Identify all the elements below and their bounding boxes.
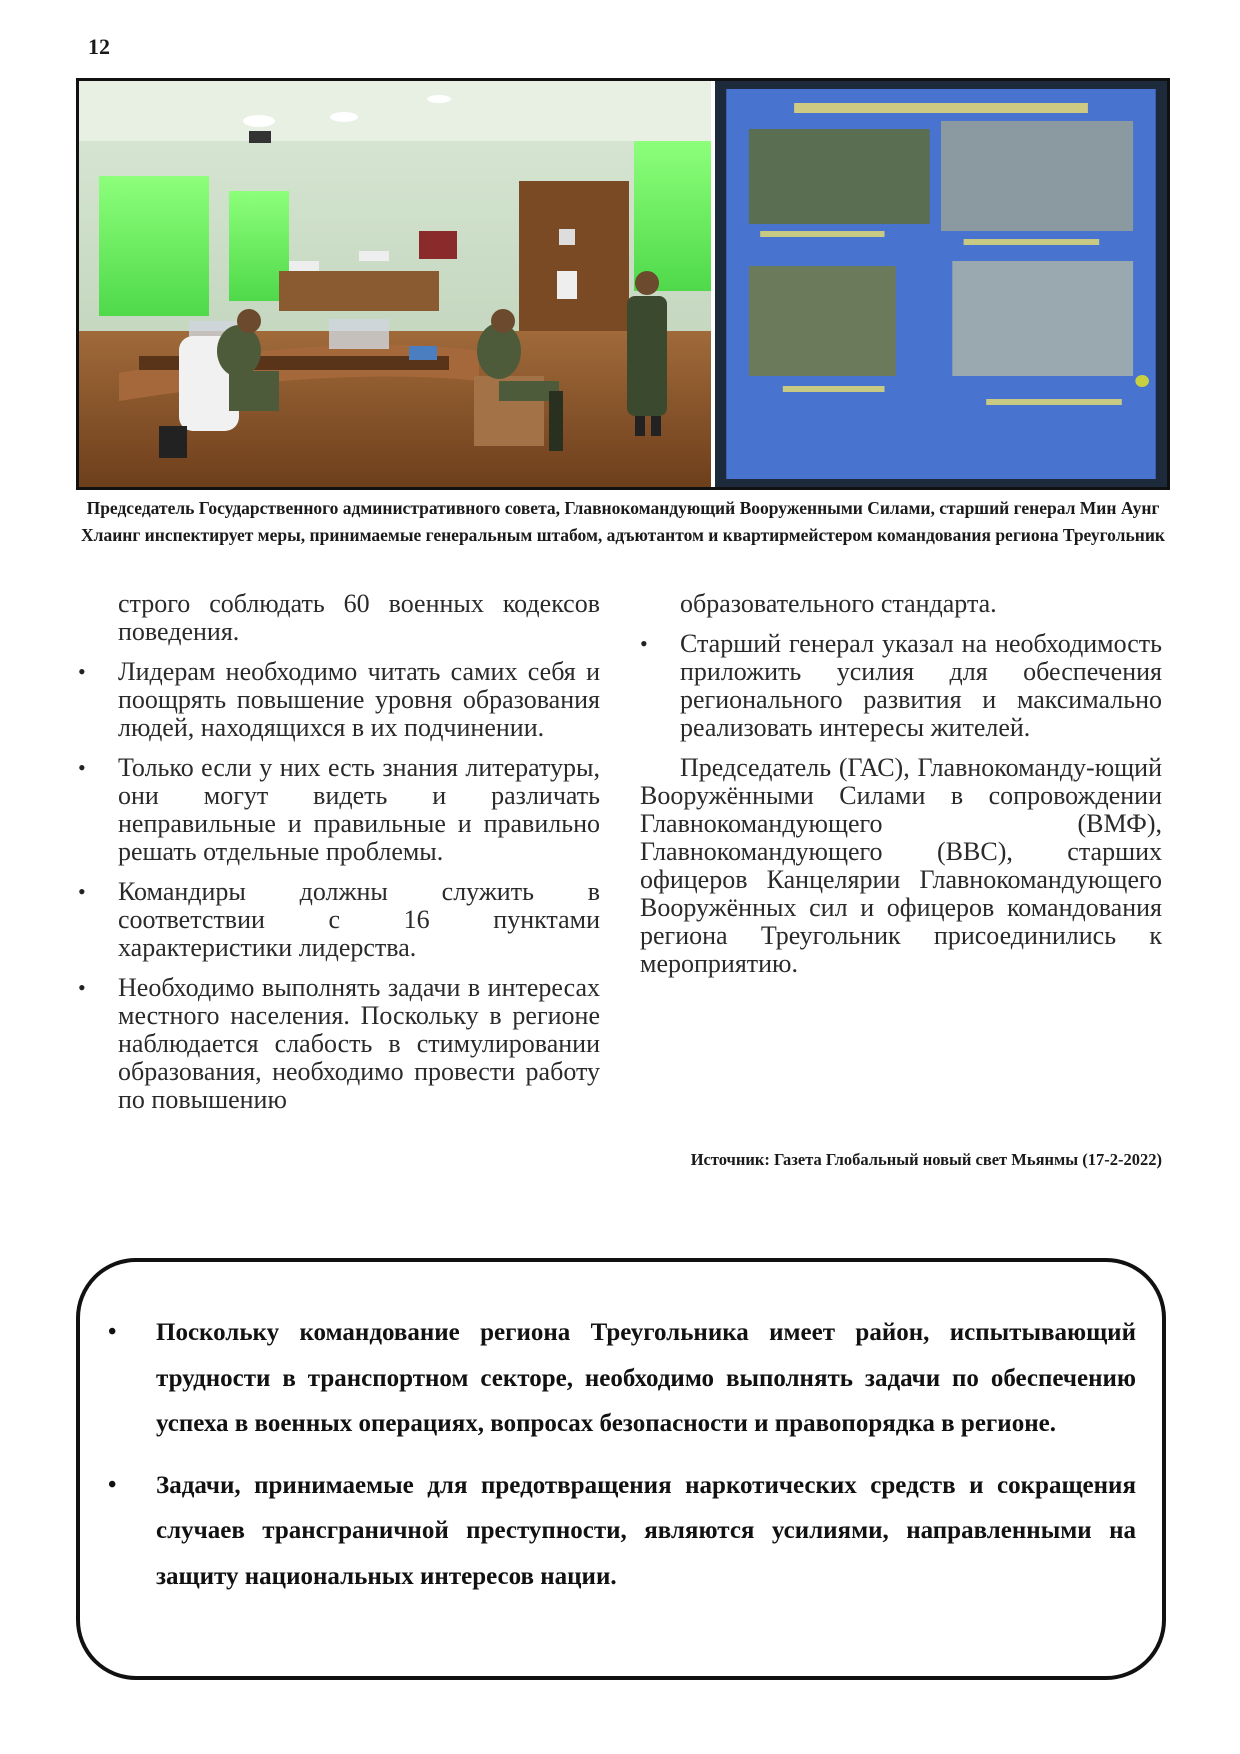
list-item: • Старший генерал указал на необходимость приложить усилия для обеспечения регионального развития и максимально реализовать интересы жителей. <box>640 630 1162 742</box>
right-bullet-list <box>640 630 1162 742</box>
source-citation: Источник: Газета Глобальный новый свет Мьянмы (17-2-2022) <box>690 1150 1162 1169</box>
photo <box>76 78 1170 490</box>
right-intro-text: образовательного стандарта. <box>680 589 997 618</box>
list-item: • Лидерам необходимо читать самих себя и поощрять повышение уровня образования людей, находящихся в их подчинении. <box>78 658 600 742</box>
left-intro-text: строго соблюдать 60 военных кодексов поведения. <box>118 589 600 646</box>
list-item: • Необходимо выполнять задачи в интересах местного населения. Поскольку в регионе наблюдается слабость в стимулировании образования, необходимо провести работу по повышению <box>78 974 600 1114</box>
closing-paragraph: Председатель (ГАС), Главнокоманду-ющий Вооружёнными Силами в сопровождении Главнокомандующего (ВМФ), Главнокомандующего (ВВС), старших офицеров Канцелярии Главнокомандующего Вооружённых сил и офицеров командования региона Треугольник присоединились к мероприятию. <box>640 753 1162 978</box>
list-item: • Командиры должны служить в соответствии с 16 пунктами характеристики лидерства. <box>78 878 600 962</box>
article-left-column <box>78 590 600 1114</box>
list-item: • Только если у них есть знания литературы, они могут видеть и различать неправильные и правильные и правильно решать отдельные проблемы. <box>78 754 600 866</box>
photo-caption: Председатель Государственного административного совета, Главнокомандующий Вооруженными Силами, старший генерал Мин Аунг Хлаинг инспектирует меры, принимаемые генеральным штабом, адъютантом и квартирмейстером командования региона Треугольник <box>80 498 1165 545</box>
list-item: • Поскольку командование региона Треугольника имеет район, испытывающий трудности в транспортном секторе, необходимо выполнять задачи по обеспечению успеха в военных операциях, вопросах безопасности и правопорядка в регионе. <box>106 1310 1136 1447</box>
left-bullet-list <box>78 658 600 1114</box>
list-item: • Задачи, принимаемые для предотвращения наркотических средств и сокращения случаев трансграничной преступности, являются усилиями, направленными на защиту национальных интересов нации. <box>106 1463 1136 1600</box>
page-number: 12 <box>88 34 110 59</box>
highlight-note-box <box>76 1258 1166 1680</box>
article-right-column <box>640 590 1162 978</box>
presentation-screen-photo <box>711 81 1167 487</box>
meeting-room-photo <box>79 81 711 487</box>
note-list <box>106 1310 1136 1599</box>
